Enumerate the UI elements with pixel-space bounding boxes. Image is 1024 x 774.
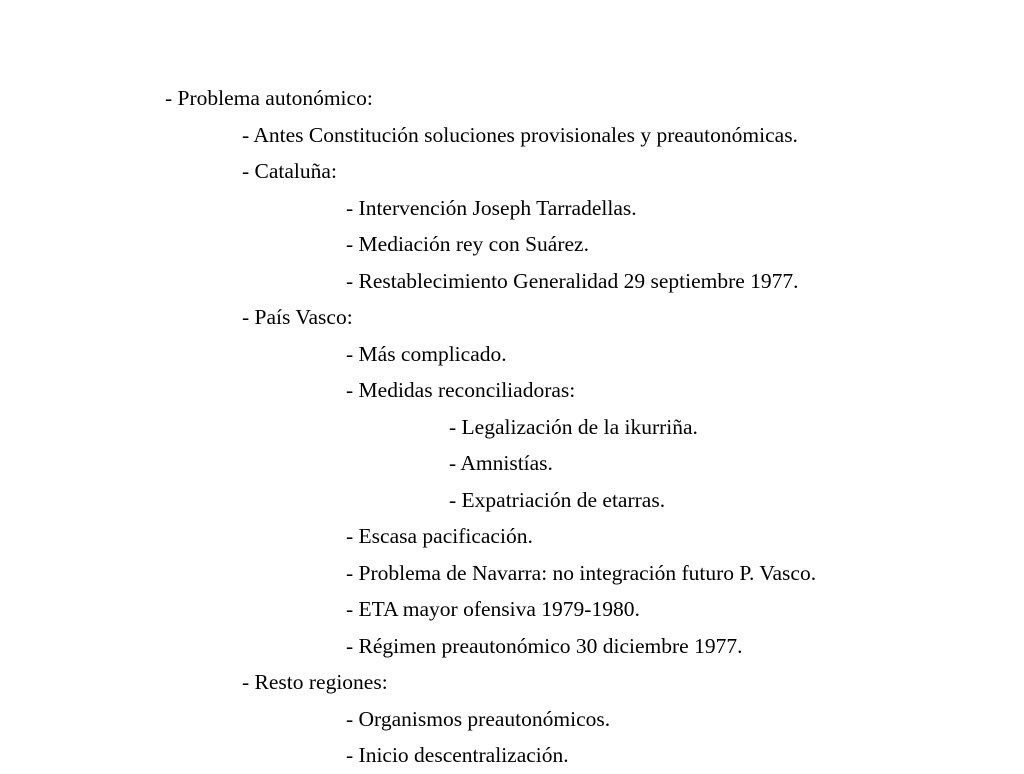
outline-item-regimen-preautonomico: - Régimen preautonómico 30 diciembre 1977. <box>346 633 743 658</box>
outline-item-medidas-reconciliadoras: - Medidas reconciliadoras: <box>346 378 576 402</box>
outline-item-expatriacion-etarras: - Expatriación de etarras. <box>449 487 666 512</box>
outline-item-inicio-descentralizacion: - Inicio descentralización. <box>346 743 569 767</box>
outline-item-cataluna: - Cataluña: <box>242 159 337 183</box>
outline-list <box>0 80 1024 774</box>
outline-item-legalizacion-ikurrina: - Legalización de la ikurriña. <box>449 414 698 439</box>
outline-item-pais-vasco: - País Vasco: <box>242 305 353 329</box>
outline-item-restablecimiento-generalidad: - Restablecimiento Generalidad 29 septiembre 1977. <box>346 268 799 293</box>
outline-item-problema-navarra: - Problema de Navarra: no integración futuro P. Vasco. <box>346 560 817 585</box>
outline-item-intervencion-tarradellas: - Intervención Joseph Tarradellas. <box>346 195 637 220</box>
outline-item-escasa-pacificacion: - Escasa pacificación. <box>346 524 533 548</box>
outline-item-problema-autonomico: - Problema autonómico: <box>165 86 373 110</box>
outline-item-antes-constitucion: - Antes Constitución soluciones provisionales y preautonómicas. <box>242 122 798 147</box>
outline-item-amnistias: - Amnistías. <box>449 451 553 475</box>
outline-item-mas-complicado: - Más complicado. <box>346 341 507 366</box>
outline-item-resto-regiones: - Resto regiones: <box>242 670 388 694</box>
outline-item-mediacion-rey: - Mediación rey con Suárez. <box>346 232 589 256</box>
outline-item-organismos-preautonomicos: - Organismos preautonómicos. <box>346 706 611 731</box>
outline-item-eta-ofensiva: - ETA mayor ofensiva 1979-1980. <box>346 597 640 621</box>
